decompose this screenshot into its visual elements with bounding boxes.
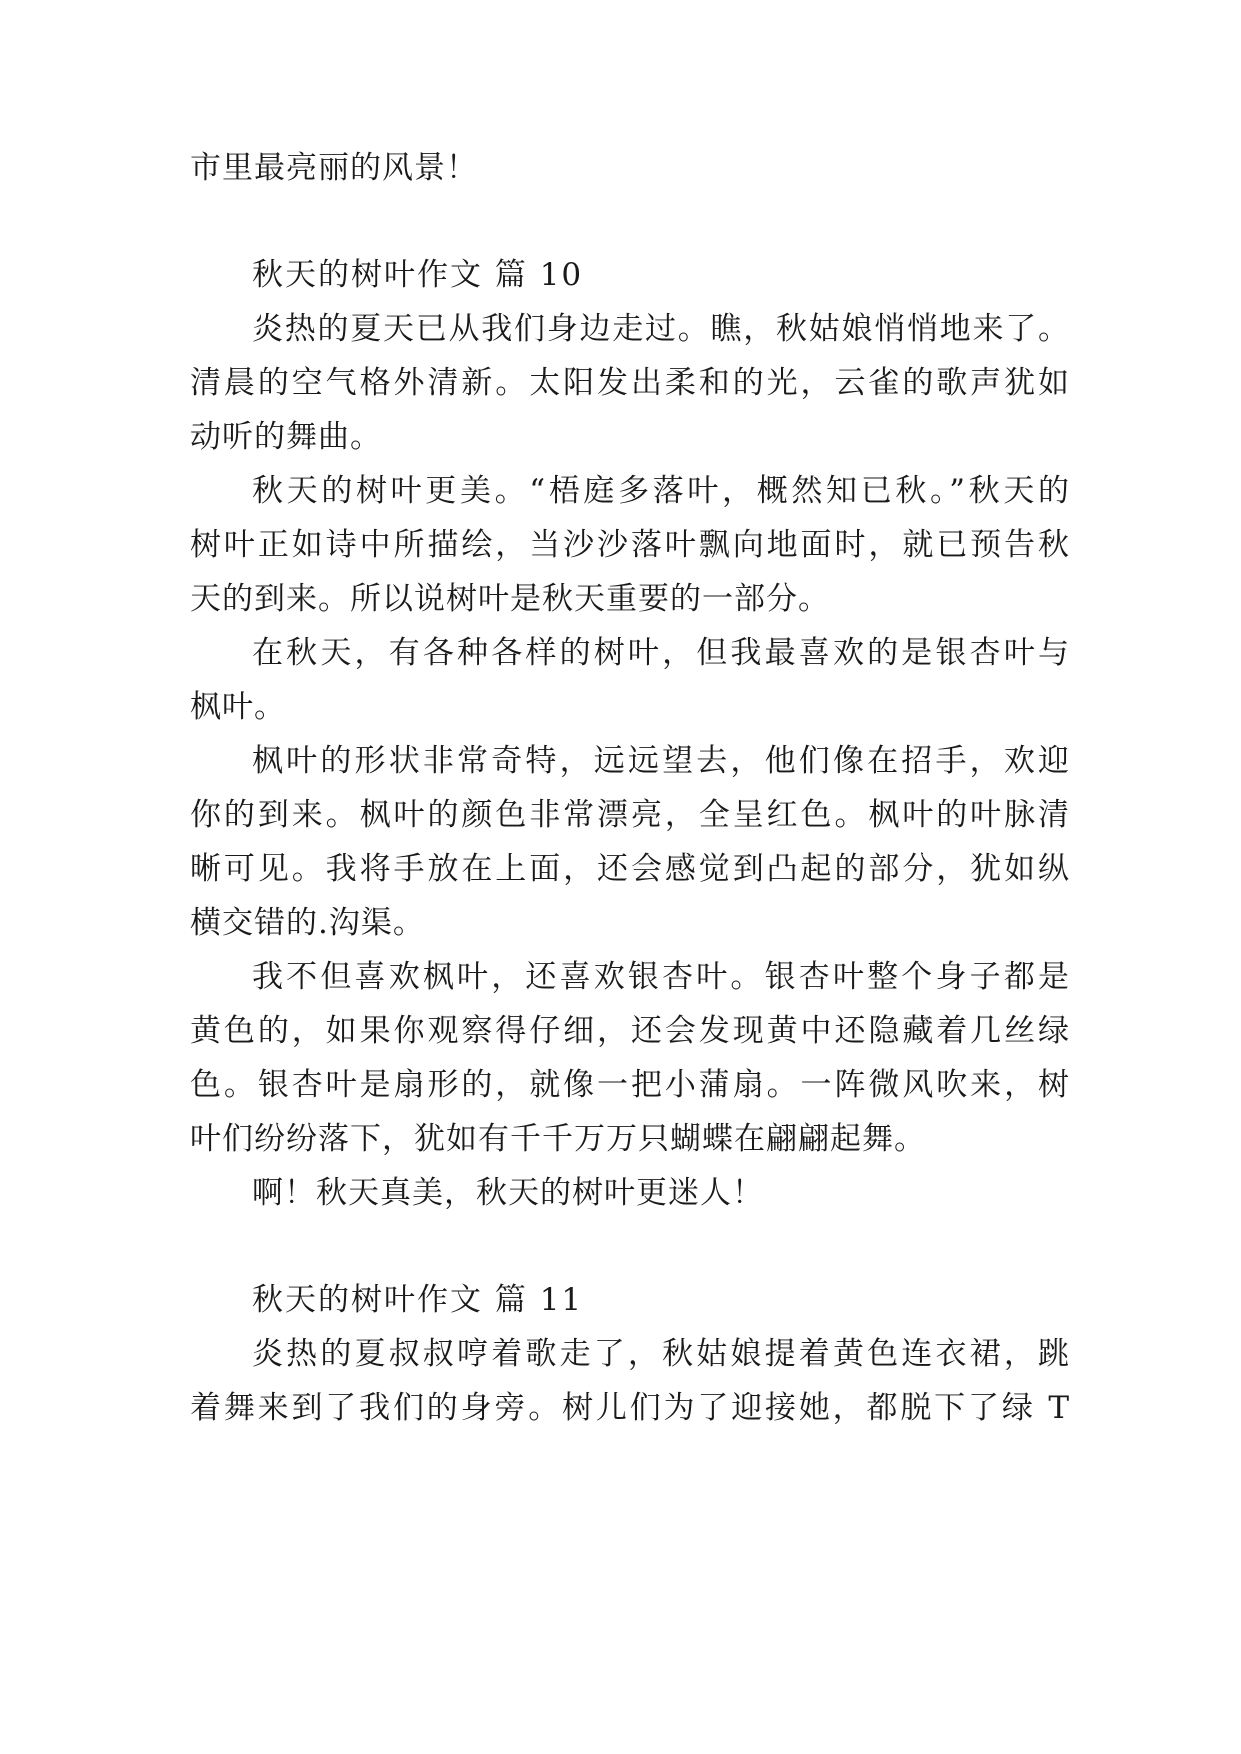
paragraph-line: 横交错的.沟渠。: [190, 905, 425, 941]
section-heading: 秋天的树叶作文 篇 10: [252, 257, 584, 293]
paragraph-line: 枫叶的形状非常奇特，远远望去，他们像在招手，欢迎: [252, 743, 1070, 779]
paragraph-line: 清晨的空气格外清新。太阳发出柔和的光，云雀的歌声犹如: [190, 365, 1070, 401]
paragraph-line: 啊！秋天真美，秋天的树叶更迷人！: [252, 1175, 764, 1211]
paragraph-line: 市里最亮丽的风景！: [190, 150, 478, 186]
paragraph-line: 黄色的，如果你观察得仔细，还会发现黄中还隐藏着几丝绿: [190, 1013, 1070, 1049]
paragraph-line: 炎热的夏天已从我们身边走过。瞧，秋姑娘悄悄地来了。: [252, 311, 1070, 347]
paragraph-line: 秋天的树叶更美。“梧庭多落叶，概然知已秋。”秋天的: [252, 473, 1070, 509]
section-heading: 秋天的树叶作文 篇 11: [252, 1282, 584, 1318]
paragraph-line: 在秋天，有各种各样的树叶，但我最喜欢的是银杏叶与: [252, 635, 1070, 671]
paragraph-line: 色。银杏叶是扇形的，就像一把小蒲扇。一阵微风吹来，树: [190, 1067, 1070, 1103]
paragraph-line: 树叶正如诗中所描绘，当沙沙落叶飘向地面时，就已预告秋: [190, 527, 1070, 563]
paragraph-line: 天的到来。所以说树叶是秋天重要的一部分。: [190, 581, 830, 617]
paragraph-line: 着舞来到了我们的身旁。树儿们为了迎接她，都脱下了绿 T: [190, 1390, 1070, 1426]
paragraph-line: 叶们纷纷落下，犹如有千千万万只蝴蝶在翩翩起舞。: [190, 1121, 926, 1157]
paragraph-line: 枫叶。: [190, 689, 286, 725]
paragraph-line: 晰可见。我将手放在上面，还会感觉到凸起的部分，犹如纵: [190, 851, 1070, 887]
paragraph-line: 炎热的夏叔叔哼着歌走了，秋姑娘提着黄色连衣裙，跳: [252, 1336, 1070, 1372]
paragraph-line: 动听的舞曲。: [190, 419, 382, 455]
paragraph-line: 我不但喜欢枫叶，还喜欢银杏叶。银杏叶整个身子都是: [252, 959, 1070, 995]
paragraph-line: 你的到来。枫叶的颜色非常漂亮，全呈红色。枫叶的叶脉清: [190, 797, 1070, 833]
